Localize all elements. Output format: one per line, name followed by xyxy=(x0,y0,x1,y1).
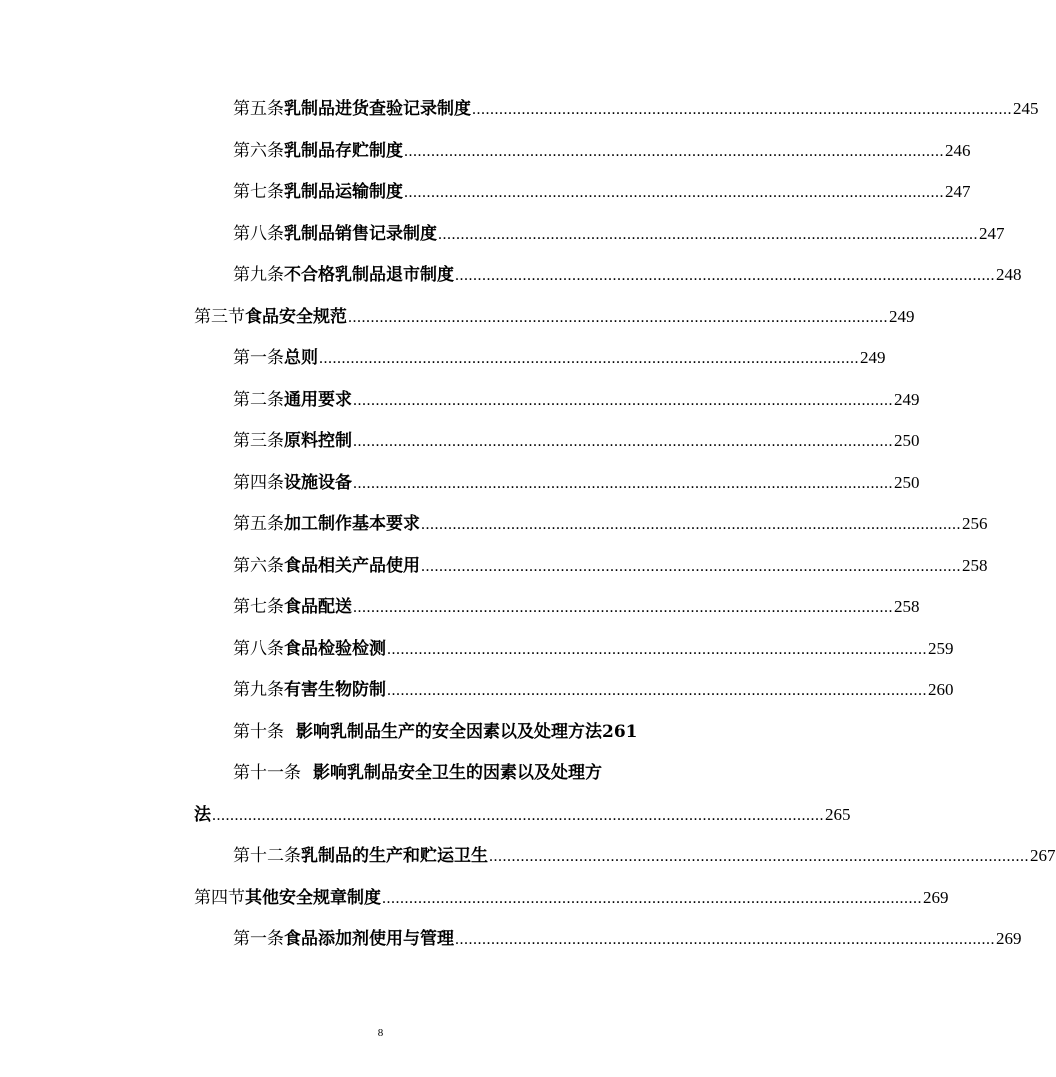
toc-entry-number: 第六条 xyxy=(233,556,284,576)
toc-entry-number: 第七条 xyxy=(233,182,284,202)
dot-leader: ........................................................................................................................ xyxy=(489,848,1029,865)
toc-entry-continuation[interactable] xyxy=(194,803,851,827)
toc-entry[interactable] xyxy=(233,927,1022,951)
toc-entry-page: 250 xyxy=(894,473,920,492)
toc-entry-number: 第八条 xyxy=(233,639,284,659)
toc-entry-page: 258 xyxy=(962,556,988,575)
toc-entry[interactable] xyxy=(233,471,920,495)
toc-entry[interactable] xyxy=(233,678,954,702)
toc-entry[interactable] xyxy=(233,554,988,578)
toc-section-entry[interactable] xyxy=(194,886,949,910)
toc-entry[interactable] xyxy=(233,761,640,785)
toc-entry-number: 第五条 xyxy=(233,514,284,534)
toc-entry-title: 乳制品存贮制度 xyxy=(284,141,403,161)
toc-entry-title: 不合格乳制品退市制度 xyxy=(284,265,454,285)
toc-entry[interactable] xyxy=(233,637,954,661)
toc-entry-title: 食品相关产品使用 xyxy=(284,556,420,576)
toc-entry-number: 第九条 xyxy=(233,265,284,285)
toc-entry-number: 第七条 xyxy=(233,597,284,617)
toc-entry-title: 食品添加剂使用与管理 xyxy=(284,929,454,949)
toc-entry-title: 通用要求 xyxy=(284,390,352,410)
toc-entry-page: 249 xyxy=(889,307,915,326)
toc-entry-page: 247 xyxy=(945,182,971,201)
toc-entry-page: 249 xyxy=(894,390,920,409)
dot-leader: ........................................................................................................................ xyxy=(353,599,893,616)
toc-entry-number: 第十条 xyxy=(233,722,284,742)
toc-entry-title: 乳制品销售记录制度 xyxy=(284,224,437,244)
toc-entry-number: 第十二条 xyxy=(233,846,301,866)
dot-leader: ........................................................................................................................ xyxy=(387,641,927,658)
toc-entry-page: 260 xyxy=(928,680,954,699)
dot-leader: ........................................................................................................................ xyxy=(421,516,961,533)
toc-entry-page: 247 xyxy=(979,224,1005,243)
toc-entry-page: 267 xyxy=(1030,846,1056,865)
dot-leader: ........................................................................................................................ xyxy=(404,184,944,201)
toc-entry[interactable] xyxy=(233,595,920,619)
dot-leader: ........................................................................................................................ xyxy=(387,682,927,699)
toc-entry-page: 246 xyxy=(945,141,971,160)
dot-leader: ........................................................................................................................ xyxy=(353,433,893,450)
toc-entry-title: 设施设备 xyxy=(284,473,352,493)
toc-entry-page: 256 xyxy=(962,514,988,533)
toc-entry-page: 259 xyxy=(928,639,954,658)
toc-entry[interactable] xyxy=(233,222,1005,246)
toc-entry[interactable] xyxy=(233,388,920,412)
toc-entry-title: 食品安全规范 xyxy=(245,307,347,327)
dot-leader: ........................................................................................................................ xyxy=(472,101,1012,118)
toc-entry-title: 总则 xyxy=(284,348,318,368)
dot-leader: ........................................................................................................................ xyxy=(319,350,859,367)
toc-entry-number: 第五条 xyxy=(233,99,284,119)
toc-entry[interactable] xyxy=(233,139,971,163)
dot-leader: ........................................................................................................................ xyxy=(404,143,944,160)
dot-leader: ........................................................................................................................ xyxy=(438,226,978,243)
dot-leader: ........................................................................................................................ xyxy=(353,392,893,409)
toc-entry-title: 乳制品的生产和贮运卫生 xyxy=(301,846,488,866)
toc-entry-number: 第四条 xyxy=(233,473,284,493)
toc-entry-page: 258 xyxy=(894,597,920,616)
toc-entry-number: 第九条 xyxy=(233,680,284,700)
toc-entry-number: 第十一条 xyxy=(233,763,301,783)
toc-entry-number: 第二条 xyxy=(233,390,284,410)
toc-entry-title: 影响乳制品安全卫生的因素以及处理方 xyxy=(313,763,602,783)
toc-entry-number: 第三节 xyxy=(194,307,245,327)
toc-entry[interactable] xyxy=(233,429,920,453)
toc-entry-page: 269 xyxy=(996,929,1022,948)
toc-entry-title: 其他安全规章制度 xyxy=(245,888,381,908)
toc-entry-number: 第一条 xyxy=(233,348,284,368)
toc-entry-number: 第八条 xyxy=(233,224,284,244)
toc-entry-page: 249 xyxy=(860,348,886,367)
dot-leader: ........................................................................................................................ xyxy=(353,475,893,492)
toc-entry[interactable] xyxy=(233,97,1039,121)
toc-entry-title: 乳制品运输制度 xyxy=(284,182,403,202)
toc-entry-number: 第六条 xyxy=(233,141,284,161)
dot-leader: ........................................................................................................................ xyxy=(421,558,961,575)
toc-entry-number: 第三条 xyxy=(233,431,284,451)
toc-entry[interactable] xyxy=(233,512,988,536)
toc-entry-number: 第一条 xyxy=(233,929,284,949)
toc-entry-page: 245 xyxy=(1013,99,1039,118)
dot-leader: ........................................................................................................................ xyxy=(455,267,995,284)
toc-entry-page: 248 xyxy=(996,265,1022,284)
toc-entry-page: 265 xyxy=(825,805,851,824)
toc-entry-title: 加工制作基本要求 xyxy=(284,514,420,534)
toc-entry-title: 有害生物防制 xyxy=(284,680,386,700)
toc-entry-title: 影响乳制品生产的安全因素以及处理方法261 xyxy=(296,722,638,742)
toc-entry-title: 乳制品进货查验记录制度 xyxy=(284,99,471,119)
toc-section-entry[interactable] xyxy=(194,305,915,329)
toc-entry-title: 食品检验检测 xyxy=(284,639,386,659)
toc-entry[interactable] xyxy=(233,346,886,370)
dot-leader: ........................................................................................................................................ xyxy=(212,807,824,824)
toc-entry[interactable] xyxy=(233,263,1022,287)
page-number: 8 xyxy=(377,1027,384,1039)
toc-entry[interactable] xyxy=(233,844,1056,868)
toc-entry-title: 食品配送 xyxy=(284,597,352,617)
dot-leader: ........................................................................................................................ xyxy=(348,309,888,326)
toc-entry-title: 法 xyxy=(194,805,211,825)
toc-entry-number: 第四节 xyxy=(194,888,245,908)
toc-entry-page: 250 xyxy=(894,431,920,450)
toc-entry-page: 269 xyxy=(923,888,949,907)
dot-leader: ........................................................................................................................ xyxy=(382,890,922,907)
toc-entry[interactable] xyxy=(233,180,971,204)
toc-entry-title: 原料控制 xyxy=(284,431,352,451)
dot-leader: ........................................................................................................................ xyxy=(455,931,995,948)
toc-entry[interactable] xyxy=(233,720,658,744)
